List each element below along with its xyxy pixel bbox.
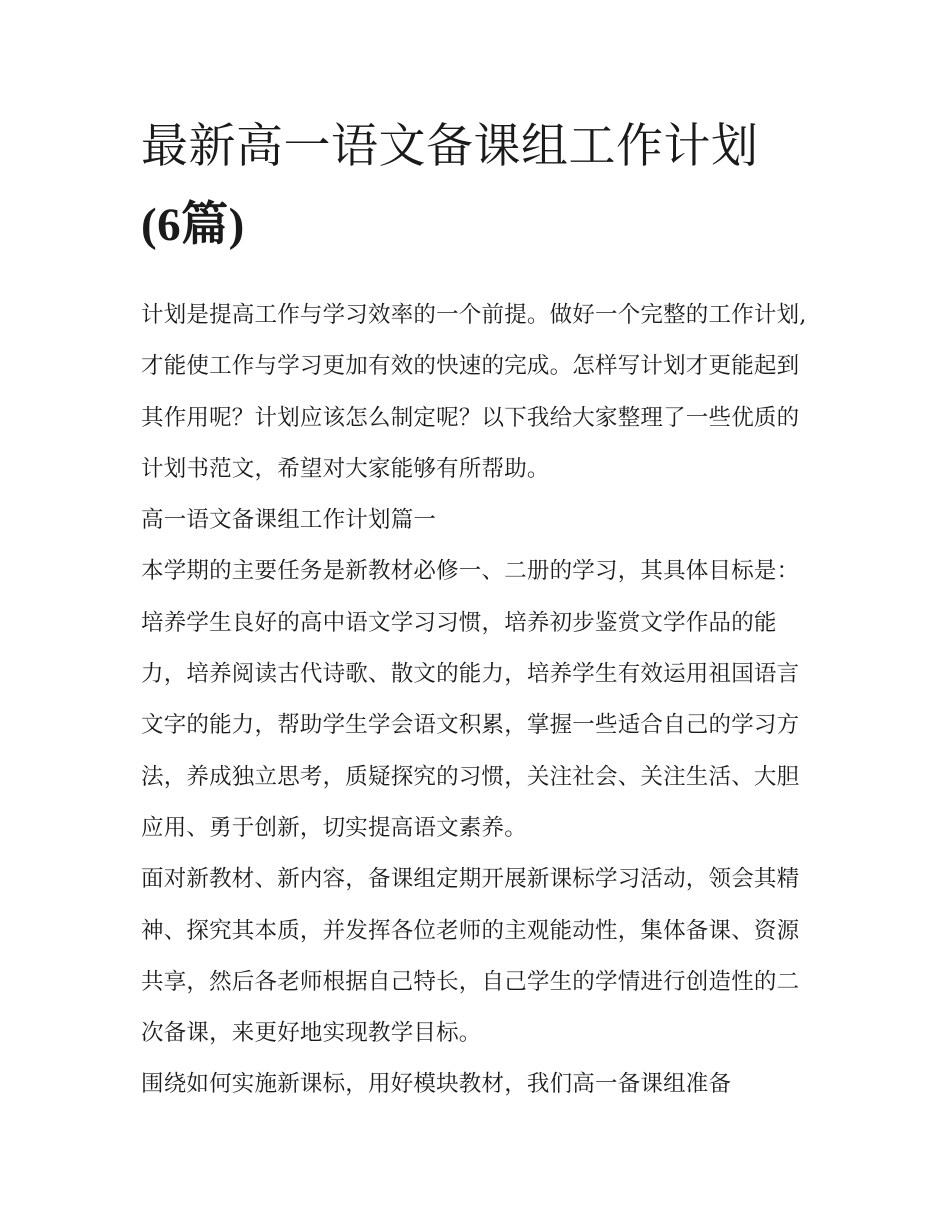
document-body: [141, 108, 813, 1111]
document-title: [141, 108, 813, 264]
body-paragraph-lesson-prep: 面对新教材、新内容，备课组定期开展新课标学习活动，领会其精神、探究其本质，并发挥各位老师的主观能动性，集体备课、资源共享，然后各老师根据自己特长，自己学生的学情进行创造性的二次备课，来更好地实现教学目标。: [141, 866, 800, 1047]
body-paragraph-curriculum: 围绕如何实施新课标，用好模块教材，我们高一备课组准备: [141, 1071, 732, 1098]
section-heading: 高一语文备课组工作计划篇一: [141, 507, 437, 534]
title-suffix: (6篇): [141, 199, 245, 251]
body-paragraph-goals: 本学期的主要任务是新教材必修一、二册的学习，其具体目标是：培养学生良好的高中语文学习习惯，培养初步鉴赏文学作品的能力，培养阅读古代诗歌、散文的能力，培养学生有效运用祖国语言文字的能力，帮助学生学会语文积累，掌握一些适合自己的学习方法，养成独立思考，质疑探究的习惯，关注社会、关注生活、大胆应用、勇于创新，切实提高语文素养。: [141, 558, 800, 841]
intro-paragraph: 计划是提高工作与学习效率的一个前提。做好一个完整的工作计划,才能使工作与学习更加有效的快速的完成。怎样写计划才更能起到其作用呢？计划应该怎么制定呢？以下我给大家整理了一些优质的计划书范文，希望对大家能够有所帮助。: [141, 302, 807, 482]
title-main: 最新高一语文备课组工作计划: [141, 119, 759, 174]
